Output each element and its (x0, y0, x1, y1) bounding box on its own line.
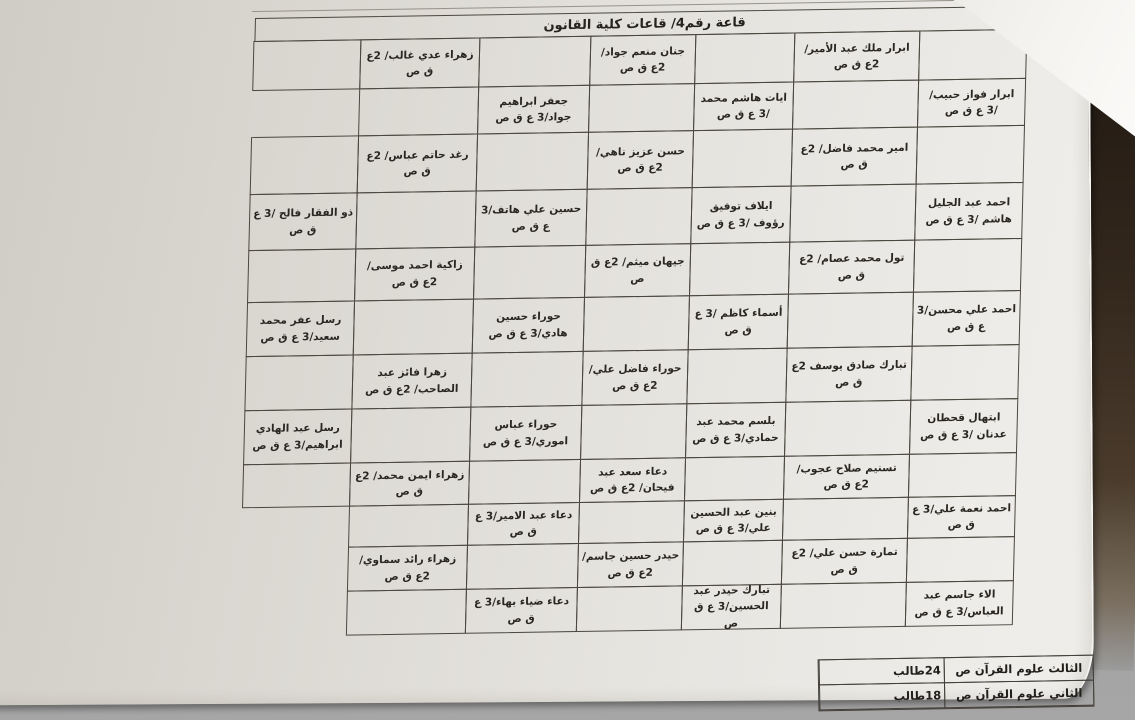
seat-cell-empty (908, 452, 1017, 498)
seat-cell: تمارة حسن علي/ 2ع ق ص (781, 538, 908, 585)
seat-cell-empty (470, 351, 583, 408)
seat-cell-empty (910, 344, 1019, 401)
seat-cell-empty (244, 354, 353, 411)
seat-cell-empty (580, 403, 687, 460)
seat-cell: دعاء ضياء بهاء/3 ع ق ص (465, 587, 578, 634)
seat-cell: رغد حاتم عباس/ 2ع ق ص (357, 134, 478, 194)
seat-cell-empty (252, 39, 361, 91)
summary-count: 18طالب (819, 682, 945, 710)
table-title: قاعة رقم4/ قاعات كلية القانون (254, 6, 1034, 42)
seat-cell: جنان منعم جواد/ 2ع ق ص (589, 34, 696, 86)
hall-grid (240, 29, 1034, 638)
seat-cell-empty (588, 83, 695, 133)
seat-cell-empty (476, 132, 589, 192)
seat-cell-empty (684, 456, 785, 502)
seat-cell: حوراء عباس اموري/3 ع ق ص (469, 405, 582, 462)
seat-cell-empty (585, 187, 692, 246)
seat-cell: ذو الفقار فالح /3 ع ق ص (248, 192, 357, 251)
seat-cell-empty (350, 407, 471, 464)
summary-row (819, 680, 1093, 711)
seat-cell-empty (906, 536, 1015, 583)
seat-cell-empty (692, 129, 793, 189)
seat-cell-empty (689, 242, 790, 297)
seat-cell-spacer (239, 591, 348, 638)
seat-cell-empty (784, 400, 911, 457)
summary-count: 24طالب (819, 657, 945, 685)
seat-cell-empty (473, 245, 586, 300)
seat-cell: زهراء رائد سماوي/ 2ع ق ص (347, 545, 468, 592)
seat-cell-empty (466, 543, 579, 590)
seat-cell-empty (247, 248, 356, 303)
seat-cell: احمد علي محسن/3 ع ق ص (912, 290, 1021, 347)
seat-cell-empty (686, 348, 787, 405)
seat-cell: الاء جاسم عبد العباس/3 ع ق ص (905, 580, 1014, 627)
summary-label: الثالث علوم القرآن ص (944, 655, 1094, 684)
seat-cell-empty (780, 582, 907, 629)
seat-cell: بنين عبد الحسين علي/3 ع ق ص (683, 499, 784, 543)
seat-cell-empty (478, 36, 591, 88)
seat-cell-empty (682, 540, 783, 587)
seat-cell-empty (916, 125, 1025, 185)
seat-cell: حسن عزيز ناهي/ 2ع ق ص (587, 130, 694, 190)
seat-cell: ابرار ملك عبد الأمير/ 2ع ق ص (793, 31, 920, 83)
seat-cell-empty (578, 500, 685, 544)
seat-cell-empty (242, 463, 351, 509)
seat-cell: جيهان ميثم/ 2ع ق ص (584, 243, 691, 298)
seat-cell-empty (353, 299, 474, 356)
seat-cell: امير محمد فاضل/ 2ع ق ص (791, 127, 918, 187)
summary-label: الثاني علوم القرآن ص (944, 680, 1094, 709)
seat-cell: دعاء عبد الامير/3 ع ق ص (467, 502, 580, 546)
seat-cell: ايلاف توفيق رؤوف /3 ع ق ص (690, 186, 791, 245)
seat-cell-empty (789, 184, 916, 243)
seat-cell-empty (348, 504, 469, 548)
seat-cell: حيدر حسين جاسم/ 2ع ق ص (577, 541, 684, 588)
seat-cell: جعفر ابراهيم جواد/3 ع ق ص (477, 85, 590, 135)
seat-cell: تول محمد عصام/ 2ع ق ص (788, 240, 915, 295)
seat-cell: حوراء حسين هادي/3 ع ق ص (472, 297, 585, 354)
seat-cell-spacer (251, 88, 360, 138)
seat-cell-empty (782, 497, 909, 541)
seat-cell: رسل عفر محمد سعيد/3 ع ق ص (246, 300, 355, 357)
seat-cell: ابتهال قحطان عدنان /3 ع ق ص (909, 398, 1018, 455)
seat-cell: زهراء ايمن محمد/ 2ع ق ص (349, 461, 470, 507)
seat-cell: حسين علي هاتف/3 ع ق ص (474, 189, 587, 248)
seat-cell: زهرا فائز عبد الصاحب/ 2ع ق ص (351, 353, 472, 410)
seat-cell: ايات هاشم محمد /3 ع ق ص (693, 82, 794, 132)
seat-cell-empty (355, 191, 476, 250)
seat-cell-empty (468, 459, 581, 505)
seat-cell-empty (346, 589, 467, 636)
seat-cell-spacer (241, 506, 350, 550)
seat-cell: رسل عبد الهادي ابراهيم/3 ع ق ص (243, 409, 352, 466)
seat-cell: دعاء سعد عبد فيحان/ 2ع ق ص (579, 457, 686, 503)
seat-cell-empty (250, 135, 359, 195)
seat-cell: احمد نعمة علي/3 ع ق ص (907, 495, 1016, 539)
seat-cell: بلسم محمد عبد حمادي/3 ع ق ص (685, 402, 786, 459)
seat-cell-empty (694, 33, 795, 85)
seat-cell: حوراء فاضل علي/ 2ع ق ص (581, 349, 688, 406)
seat-cell-empty (787, 292, 914, 349)
seat-cell: ابرار فواز حبيب/ /3 ع ق ص (917, 78, 1026, 128)
seat-cell: تبارك حيدر عبد الحسين/3 ع ق ص (681, 584, 782, 631)
seat-cell: زاكية احمد موسى/ 2ع ق ص (354, 247, 475, 302)
seat-cell-empty (583, 295, 690, 352)
seat-cell-empty (792, 80, 919, 130)
seat-cell: تبارك صادق يوسف 2ع ق ص (785, 346, 912, 403)
seat-cell: زهراء عدي غالب/ 2ع ق ص (359, 37, 480, 89)
seat-cell-spacer (240, 547, 349, 594)
hall-seating-table (240, 6, 1035, 638)
seat-cell-empty (576, 585, 683, 632)
summary-table (818, 655, 1095, 712)
seat-cell-empty (913, 238, 1022, 293)
seat-cell: أسماء كاظم /3 ع ق ص (688, 294, 789, 351)
seat-cell: تسنيم صلاح عجوب/ 2ع ق ص (783, 454, 910, 500)
seat-cell-empty (358, 86, 479, 136)
seat-cell: احمد عبد الجليل هاشم /3 ع ق ص (914, 182, 1023, 241)
